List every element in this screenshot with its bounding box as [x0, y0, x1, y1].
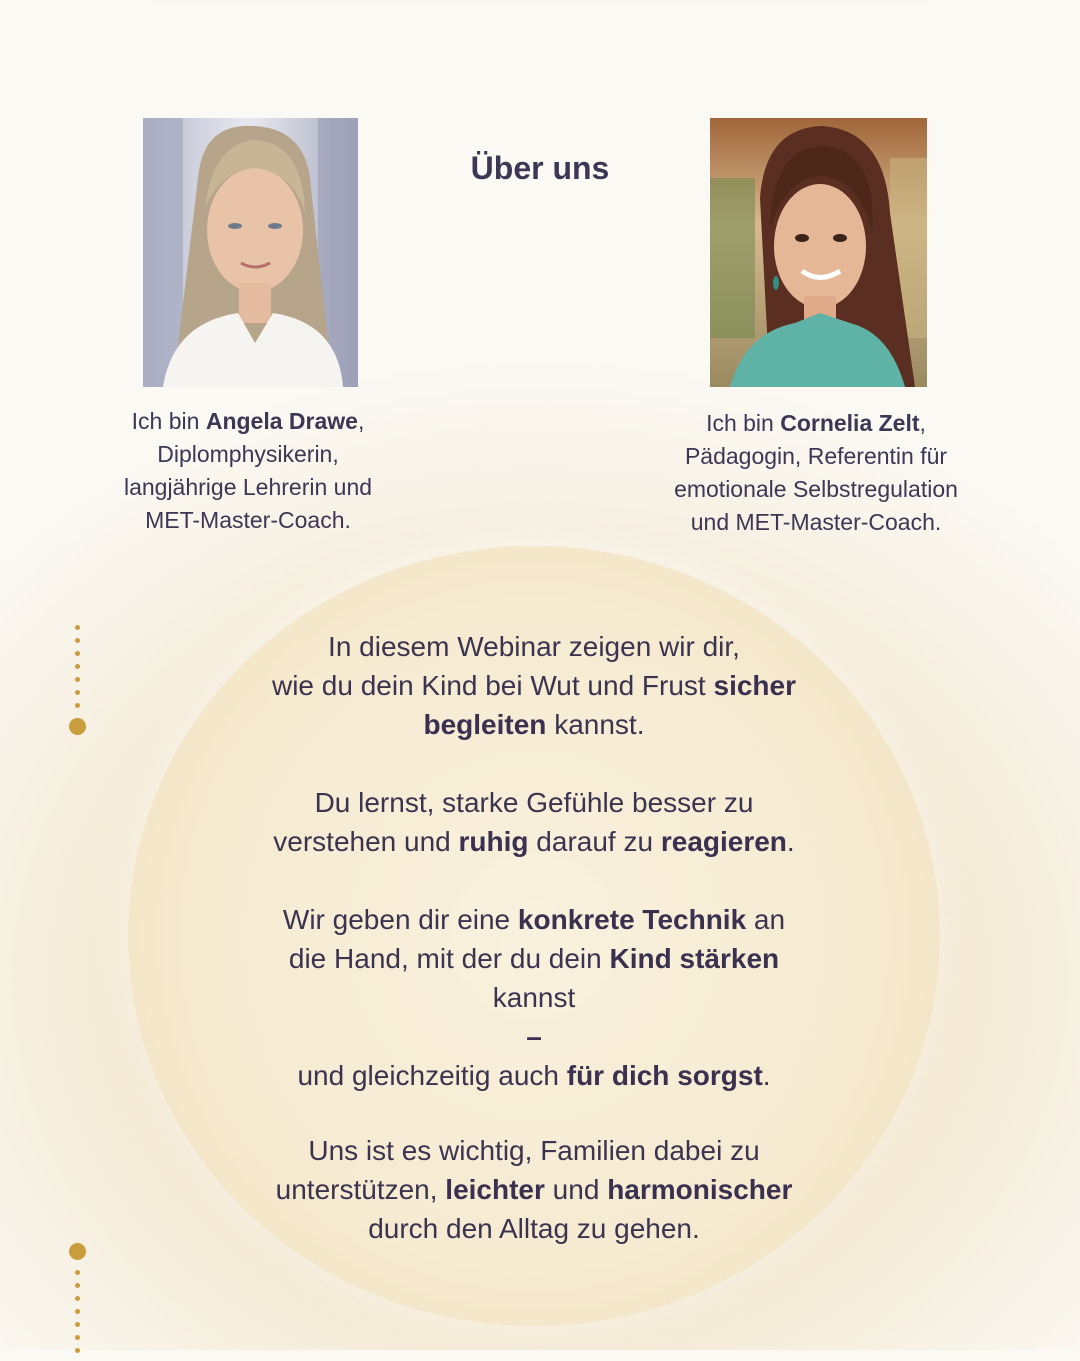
bio-comma: , [919, 410, 926, 436]
portrait-photo-icon [710, 118, 927, 387]
bold-text: für dich sorgst [566, 1060, 763, 1091]
text-line: verstehen und [273, 826, 459, 857]
bio-intro: Ich bin [131, 408, 206, 434]
bio-line: Diplomphysikerin, [157, 441, 339, 467]
dot-icon [75, 1270, 80, 1275]
bold-text: reagieren [660, 826, 787, 857]
bio-line: Pädagogin, Referentin für [684, 443, 948, 469]
text-line: wie du dein Kind bei Wut und Frust [271, 670, 714, 701]
bold-text: sicher [713, 670, 796, 701]
bio-line: MET-Master-Coach. [145, 507, 351, 533]
portrait-photo-icon [143, 118, 358, 387]
text-line: In diesem Webinar zeigen wir dir, [328, 631, 740, 662]
dot-icon [75, 638, 80, 643]
decorative-dots-top [68, 625, 86, 735]
text-line: Du lernst, starke Gefühle besser zu [314, 787, 754, 818]
paragraph-webinar [200, 627, 868, 744]
text-line: kannst. [546, 709, 645, 740]
text-line: und gleichzeitig auch [297, 1060, 567, 1091]
dot-icon [75, 1296, 80, 1301]
bio-name: Cornelia Zelt [780, 410, 920, 436]
bio-name: Angela Drawe [205, 408, 358, 434]
bold-text: ruhig [458, 826, 529, 857]
bold-text: harmonischer [607, 1174, 793, 1205]
dot-icon [75, 1322, 80, 1327]
dot-icon [75, 677, 80, 682]
text-line: unterstützen, [275, 1174, 446, 1205]
text-line: durch den Alltag zu gehen. [368, 1213, 700, 1244]
bold-text: Kind stärken [609, 943, 780, 974]
text-line: die Hand, mit der du dein [288, 943, 610, 974]
paragraph-feelings [200, 783, 868, 861]
dot-icon [75, 1335, 80, 1340]
bold-text: leichter [445, 1174, 545, 1205]
bio-comma: , [357, 408, 365, 434]
dot-icon [75, 625, 80, 630]
bio-line: emotionale Selbstregulation [674, 476, 958, 502]
portrait-cornelia-zelt [710, 118, 927, 387]
dot-icon [75, 703, 80, 708]
dot-large-icon [69, 718, 86, 735]
paragraph-technique [200, 900, 868, 1095]
dot-icon [75, 1348, 80, 1353]
text-line: kannst [492, 982, 576, 1013]
dot-icon [75, 664, 80, 669]
bio-intro: Ich bin [706, 410, 781, 436]
bold-text: konkrete Technik [517, 904, 747, 935]
text-line: und [544, 1174, 608, 1205]
text-line: . [786, 826, 795, 857]
dot-icon [75, 651, 80, 656]
dot-icon [75, 1283, 80, 1288]
portrait-angela-drawe [143, 118, 358, 387]
dash-separator: – [526, 1021, 542, 1052]
text-line: . [762, 1060, 771, 1091]
bold-text: begleiten [423, 709, 547, 740]
text-line: Wir geben dir eine [282, 904, 518, 935]
text-line: darauf zu [528, 826, 661, 857]
bio-line: langjährige Lehrerin und [123, 474, 373, 500]
text-line: an [746, 904, 786, 935]
dot-icon [75, 690, 80, 695]
paragraph-families [200, 1131, 868, 1248]
page-title: Über uns [470, 150, 610, 186]
decorative-dots-bottom [68, 1243, 86, 1361]
bio-line: und MET-Master-Coach. [690, 509, 942, 535]
dot-large-icon [69, 1243, 86, 1260]
text-line: Uns ist es wichtig, Familien dabei zu [308, 1135, 760, 1166]
bio-angela-drawe [88, 405, 408, 537]
bio-cornelia-zelt [640, 407, 992, 539]
dot-icon [75, 1309, 80, 1314]
